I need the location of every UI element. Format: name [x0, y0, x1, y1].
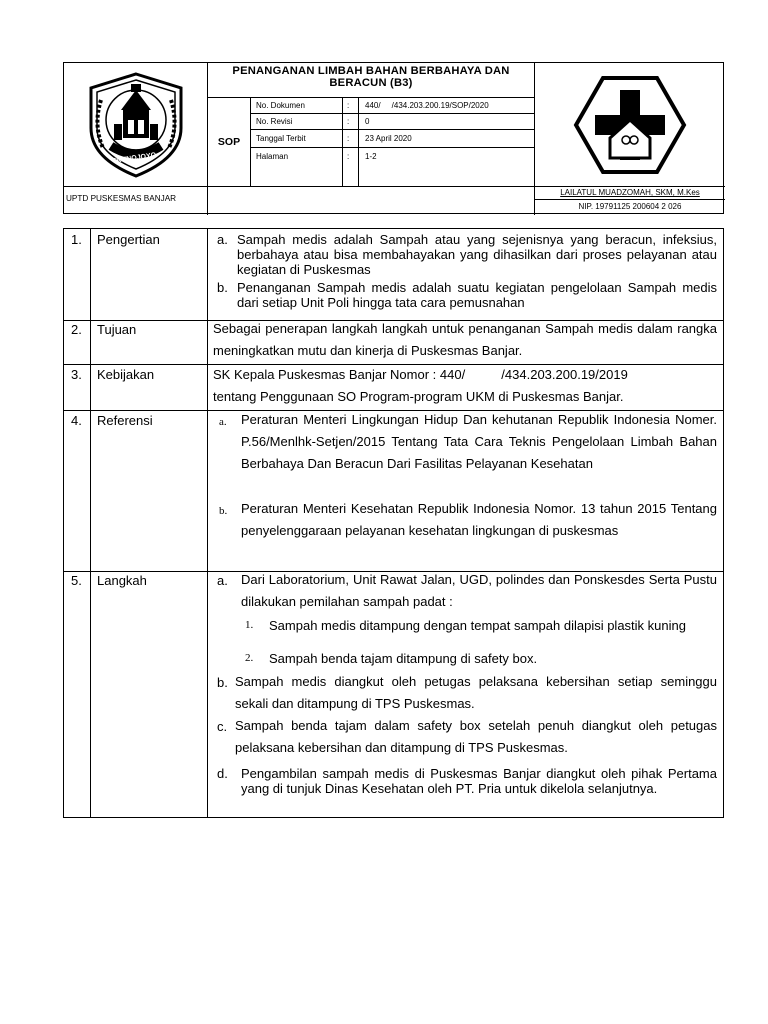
- sop-label: SOP: [217, 135, 241, 148]
- sublist-item: Sampah benda tajam ditampung di safety box.: [269, 651, 538, 666]
- list-item: Sampah benda tajam dalam safety box setelah penuh diangkut oleh petugas pelaksana kebersihan dan ditampung di TPS Puskesmas.: [235, 718, 717, 755]
- list-item: Peraturan Menteri Kesehatan Republik Indonesia Nomor. 13 tahun 2015 Tentang penyelenggaraan pelayanan kesehatan lingkungan di puskesmas: [241, 501, 717, 538]
- section-number: 2.: [71, 322, 82, 337]
- list-marker: b.: [217, 280, 228, 295]
- list-marker: a.: [219, 416, 227, 428]
- meta-sep: :: [347, 117, 350, 126]
- list-marker: b.: [219, 505, 228, 517]
- divider: [90, 229, 91, 817]
- sublist-marker: 1.: [245, 619, 254, 631]
- meta-sep: :: [347, 101, 350, 110]
- list-item: Peraturan Menteri Lingkungan Hidup Dan kehutanan Republik Indonesia Nomer. P.56/Menlhk-Setjen/2015 Tentang Tata Cara Teknis Pengelolaan Limbah Bahan Berbahaya Dan Beracun Dari Fasilitas Pelayanan Kesehatan: [241, 412, 717, 471]
- sublist-marker: 2.: [245, 652, 254, 664]
- sop-content-table: [63, 228, 724, 818]
- regency-emblem-icon: [81, 70, 191, 180]
- section-number: 4.: [71, 413, 82, 428]
- section-number: 1.: [71, 232, 82, 247]
- divider: [250, 147, 535, 148]
- meta-key-issue-date: Tanggal Terbit: [256, 134, 306, 143]
- list-marker: a.: [217, 573, 228, 588]
- section-text-line: tentang Penggunaan SO Program-program UKM di Puskesmas Banjar.: [213, 389, 624, 404]
- section-number: 5.: [71, 573, 82, 588]
- document-title: PENANGANAN LIMBAH BAHAN BERBAHAYA DAN BERACUN (B3): [232, 65, 510, 89]
- divider: [358, 97, 359, 186]
- organization-name: UPTD PUSKESMAS BANJAR: [66, 194, 177, 203]
- section-text-line: SK Kepala Puskesmas Banjar Nomor : 440/ /434.203.200.19/2019: [213, 367, 628, 382]
- section-label-kebijakan: Kebijakan: [97, 367, 155, 382]
- divider: [207, 229, 208, 817]
- meta-key-page: Halaman: [256, 152, 289, 161]
- list-item: Dari Laboratorium, Unit Rawat Jalan, UGD, polindes dan Ponskesdes Serta Pustu dilakukan pemilahan sampah padat :: [241, 572, 717, 609]
- list-item: Sampah medis diangkut oleh petugas pelaksana kebersihan setiap seminggu sekali dan ditampung di TPS Puskesmas.: [235, 674, 717, 711]
- section-label-referensi: Referensi: [97, 413, 153, 428]
- divider: [250, 97, 251, 186]
- meta-sep: :: [347, 134, 350, 143]
- list-item: Sampah medis adalah Sampah atau yang sejenisnya yang beracun, infeksius, berbahaya atau bisa membahayakan yang dihasilkan dari proses pelayanan atau kegiatan di Puskesmas: [237, 232, 717, 277]
- meta-value-issue-date: 23 April 2020: [365, 134, 412, 143]
- meta-value-page: 1-2: [365, 152, 377, 161]
- puskesmas-logo-icon: [570, 70, 690, 180]
- list-item: Pengambilan sampah medis di Puskesmas Banjar diangkut oleh pihak Pertama yang di tunjuk Dinas Kesehatan oleh PT. Pria untuk dikelola selanjutnya.: [241, 766, 717, 796]
- list-marker: b.: [217, 675, 228, 690]
- health-center-logo: [535, 63, 725, 186]
- sublist-item: Sampah medis ditampung dengan tempat sampah dilapisi plastik kuning: [269, 618, 686, 633]
- divider: [534, 199, 725, 200]
- list-marker: c.: [217, 719, 228, 734]
- meta-value-doc-number: 440/ /434.203.200.19/SOP/2020: [365, 101, 489, 110]
- divider: [207, 97, 535, 98]
- meta-sep: :: [347, 152, 350, 161]
- emblem-text: TRUNOJOYO: [111, 151, 157, 166]
- section-label-tujuan: Tujuan: [97, 322, 137, 337]
- regency-emblem: [64, 63, 207, 186]
- section-label-langkah: Langkah: [97, 573, 147, 588]
- divider: [64, 186, 725, 187]
- meta-key-revision: No. Revisi: [256, 117, 293, 126]
- meta-value-revision: 0: [365, 117, 370, 126]
- section-number: 3.: [71, 367, 82, 382]
- divider: [250, 129, 535, 130]
- meta-key-doc-number: No. Dokumen: [256, 101, 305, 110]
- signer-name: LAILATUL MUADZOMAH, SKM, M.Kes: [560, 188, 700, 197]
- section-text: Sebagai penerapan langkah langkah untuk penanganan Sampah medis dalam rangka meningkatkan mutu dan kinerja di Puskesmas Banjar.: [213, 321, 717, 358]
- list-item: Penanganan Sampah medis adalah suatu kegiatan pengelolaan Sampah medis dari setiap Unit Poli hingga tata cara pemusnahan: [237, 280, 717, 310]
- divider: [250, 113, 535, 114]
- signer-nip: NIP. 19791125 200604 2 026: [578, 202, 682, 211]
- divider: [342, 97, 343, 186]
- document-header: [63, 62, 724, 214]
- list-marker: d.: [217, 766, 228, 781]
- divider: [64, 364, 723, 365]
- list-marker: a.: [217, 232, 228, 247]
- section-label-pengertian: Pengertian: [97, 232, 160, 247]
